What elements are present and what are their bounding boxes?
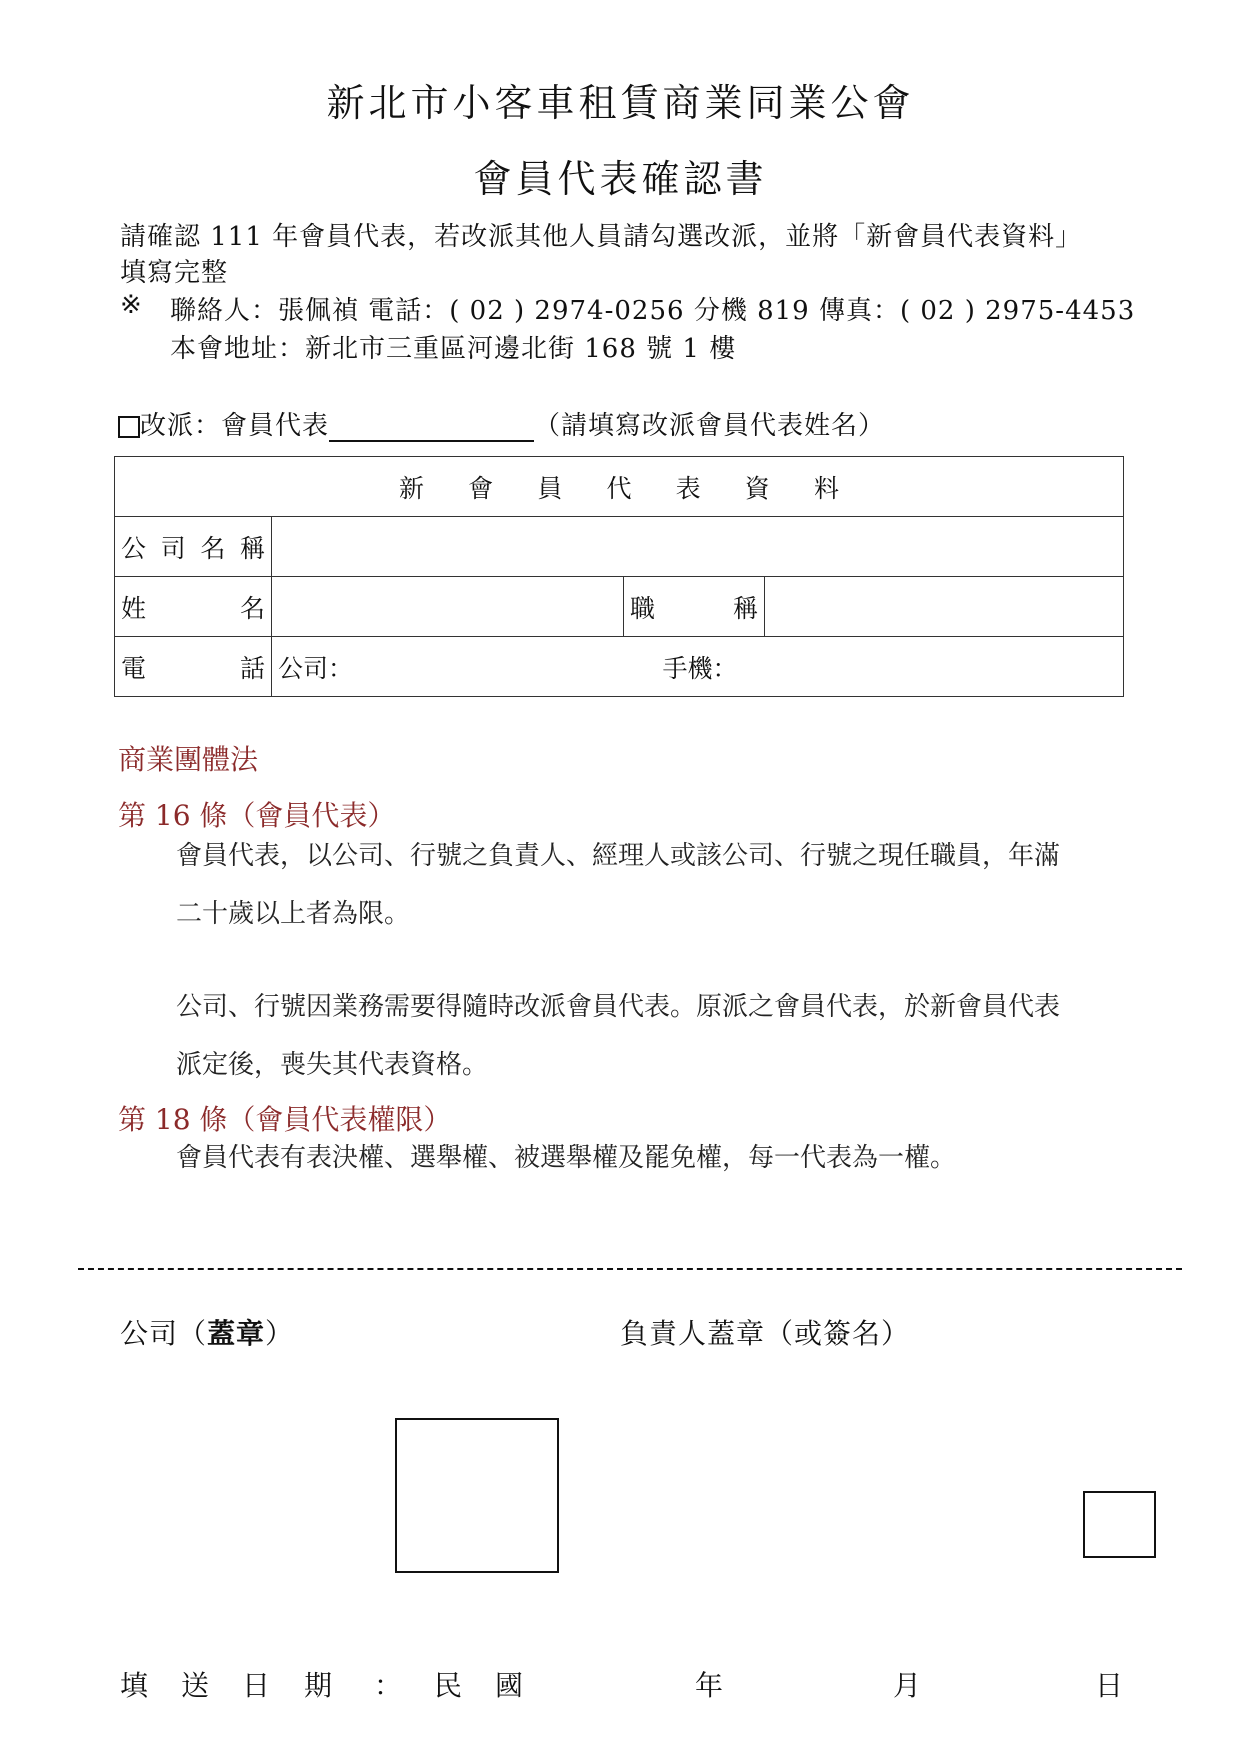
- article-16-title: 第 16 條（會員代表）: [118, 799, 396, 832]
- header-char: 資: [744, 473, 770, 503]
- date-char: 期: [304, 1669, 333, 1702]
- company-stamp-box[interactable]: [395, 1418, 559, 1573]
- header-char: 代: [606, 473, 632, 503]
- reassign-name-blank[interactable]: [329, 414, 534, 442]
- date-char: 國: [495, 1669, 524, 1702]
- date-char: 填: [120, 1669, 149, 1702]
- reassign-row: [118, 405, 885, 442]
- address-line: 本會地址：新北市三重區河邊北街 168 號 1 樓: [170, 334, 737, 364]
- org-title: 新北市小客車租賃商業同業公會: [326, 81, 915, 125]
- date-char: ：: [374, 1669, 403, 1702]
- phone-company-label: 公司：: [278, 653, 354, 683]
- date-char: 民: [434, 1669, 463, 1702]
- year-label: 年: [695, 1669, 724, 1702]
- contact-mark: ※: [120, 290, 143, 320]
- phone-mobile-label: 手機：: [662, 653, 738, 683]
- reassign-hint: （請填寫改派會員代表姓名）: [534, 411, 886, 441]
- name-field[interactable]: [272, 577, 624, 637]
- article-18-title: 第 18 條（會員代表權限）: [118, 1103, 452, 1136]
- date-char: 日: [242, 1669, 271, 1702]
- job-title-field[interactable]: [765, 577, 1124, 637]
- article-16-p2-line1: 公司、行號因業務需要得隨時改派會員代表。原派之會員代表，於新會員代表: [176, 992, 1061, 1022]
- name-label: 姓 名: [115, 577, 272, 637]
- header-char: 表: [675, 473, 701, 503]
- month-label: 月: [893, 1669, 922, 1702]
- job-title-label: 職 稱: [624, 577, 765, 637]
- cut-line: [78, 1268, 1182, 1270]
- article-18-p1: 會員代表有表決權、選舉權、被選舉權及罷免權，每一代表為一權。: [176, 1143, 957, 1173]
- header-char: 料: [813, 473, 839, 503]
- company-name-field[interactable]: [272, 517, 1124, 577]
- day-label: 日: [1095, 1669, 1124, 1702]
- law-heading: 商業團體法: [118, 743, 259, 776]
- header-char: 新: [399, 473, 425, 503]
- article-16-p2-line2: 派定後，喪失其代表資格。: [176, 1050, 489, 1080]
- owner-stamp-label: 負責人蓋章（或簽名）: [620, 1317, 911, 1350]
- date-char: 送: [181, 1669, 210, 1702]
- reassign-checkbox[interactable]: [118, 416, 140, 438]
- owner-stamp-box[interactable]: [1083, 1491, 1156, 1558]
- phone-label: 電 話: [115, 637, 272, 697]
- header-char: 員: [537, 473, 563, 503]
- document-title: 會員代表確認書: [473, 157, 768, 201]
- table-header: [115, 457, 1124, 517]
- intro-line-2: 填寫完整: [120, 258, 229, 288]
- company-stamp-label: 公司（蓋章）: [120, 1317, 295, 1350]
- header-char: 會: [468, 473, 494, 503]
- new-representative-table: [114, 456, 1124, 697]
- reassign-label: 改派：會員代表: [140, 411, 330, 441]
- article-16-p1-line1: 會員代表，以公司、行號之負責人、經理人或該公司、行號之現任職員，年滿: [176, 841, 1061, 871]
- contact-line: 聯絡人：張佩禎 電話：( 02 ) 2974-0256 分機 819 傳真：( 02 ) 2975-4453: [170, 296, 1136, 326]
- phone-field[interactable]: [272, 637, 1124, 697]
- company-name-label: 公 司 名 稱: [115, 517, 272, 577]
- intro-line-1: 請確認 111 年會員代表，若改派其他人員請勾選改派，並將「新會員代表資料」: [120, 222, 1083, 252]
- article-16-p1-line2: 二十歲以上者為限。: [176, 899, 411, 929]
